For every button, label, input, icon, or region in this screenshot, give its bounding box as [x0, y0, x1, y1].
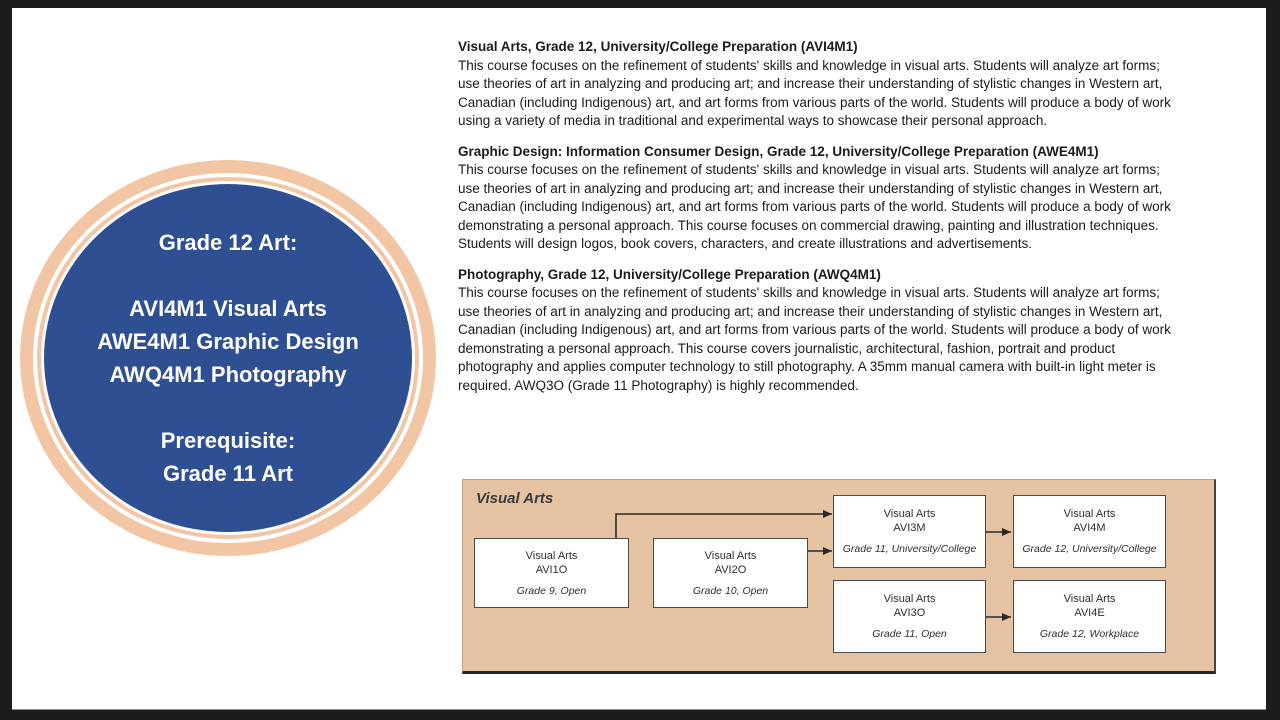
badge-line-title: Grade 12 Art:	[158, 230, 298, 255]
arrow-avi1o-to-avi3m	[616, 514, 832, 538]
box-grade: Grade 9, Open	[516, 584, 587, 597]
box-code: AVI3O	[893, 607, 926, 619]
presentation-slide	[12, 8, 1266, 709]
box-code: AVI2O	[714, 563, 747, 576]
badge-line-prerequisite: Prerequisite:	[160, 428, 296, 453]
course-box-avi4e	[1013, 580, 1166, 653]
box-subject: Visual Arts	[525, 549, 578, 562]
box-subject: Visual Arts	[704, 549, 757, 562]
box-grade: Grade 10, Open	[692, 584, 769, 597]
box-grade: Grade 11, University/College	[842, 543, 977, 555]
badge-blue-circle	[44, 184, 412, 532]
course-body: This course focuses on the refinement of students' skills and knowledge in visual arts. Students will analyze art forms; use theories of art in analyzing and producing art; and increase their understanding of stylistic changes in Western art, Canadian (including Indigenous) art, and art forms from various parts of the world. Students will produce a body of work using a variety of media in traditional and experimental ways to showcase their personal approach.	[458, 57, 1171, 128]
course-descriptions	[458, 38, 1184, 407]
course-description-awq4m1	[458, 266, 1184, 396]
course-title: Visual Arts, Grade 12, University/College Preparation (AVI4M1)	[458, 39, 858, 54]
box-subject: Visual Arts	[1063, 593, 1116, 605]
box-code: AVI1O	[535, 563, 568, 576]
course-title: Photography, Grade 12, University/College Preparation (AWQ4M1)	[458, 266, 881, 282]
box-subject: Visual Arts	[883, 593, 936, 605]
course-box-avi1o	[474, 538, 629, 608]
grade12-art-badge	[20, 160, 436, 556]
course-description-awe4m1	[458, 143, 1184, 254]
box-grade: Grade 11, Open	[872, 628, 947, 640]
course-body: This course focuses on the refinement of students' skills and knowledge in visual arts. Students will analyze art forms; use theories of art in analyzing and producing art; and increase their understanding of stylistic changes in Western art, Canadian (including Indigenous) art, and art forms from various parts of the world. Students will produce a body of work demonstrating a personal approach. This course focuses on commercial drawing, painting and illustration techniques. Students will design logos, book covers, characters, and create illustrations and advertisements.	[458, 162, 1171, 251]
course-box-avi2o	[653, 538, 808, 608]
course-box-avi3m	[833, 495, 986, 568]
box-code: AVI3M	[893, 522, 926, 534]
badge-line-awe4m1: AWE4M1 Graphic Design	[97, 329, 359, 354]
course-description-avi4m1	[458, 38, 1184, 131]
course-body: This course focuses on the refinement of students' skills and knowledge in visual arts. Students will analyze art forms; use theories of art in analyzing and producing art; and increase their understanding of stylistic changes in Western art, Canadian (including Indigenous) art, and art forms from various parts of the world. Students will produce a body of work demonstrating a personal approach. This course covers journalistic, architectural, fashion, portrait and product photography and applies computer technology to still photography. A 35mm manual camera with built-in light meter is required. AWQ3O (Grade 11 Photography) is highly recommended.	[458, 285, 1171, 393]
badge-line-avi4m1: AVI4M1 Visual Arts	[129, 296, 327, 321]
course-title: Graphic Design: Information Consumer Design, Grade 12, University/College Preparation (AWE4M1)	[458, 143, 1099, 159]
course-box-avi4m	[1013, 495, 1166, 568]
visual-arts-pathway-panel	[462, 479, 1216, 674]
box-grade: Grade 12, University/College	[1022, 543, 1157, 555]
course-box-avi3o	[833, 580, 986, 653]
badge-line-awq4m1: AWQ4M1 Photography	[109, 362, 347, 387]
badge-line-grade11: Grade 11 Art	[162, 461, 294, 486]
box-subject: Visual Arts	[1063, 508, 1116, 520]
box-code: AVI4E	[1074, 607, 1105, 619]
box-code: AVI4M	[1073, 522, 1106, 534]
box-subject: Visual Arts	[883, 508, 936, 520]
pathway-panel-title: Visual Arts	[476, 490, 554, 507]
box-grade: Grade 12, Workplace	[1039, 628, 1140, 640]
